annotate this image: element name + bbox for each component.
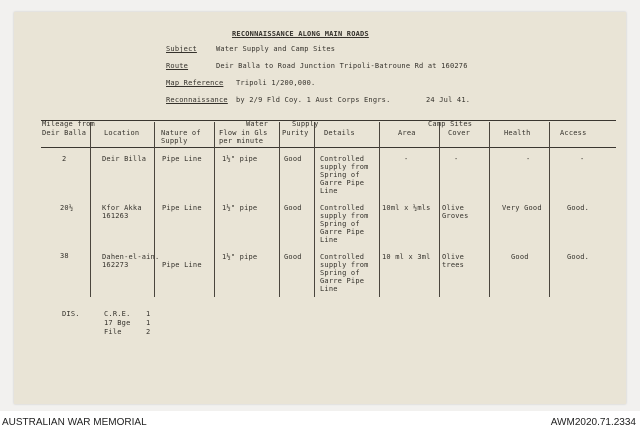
cell-cover: trees: [442, 261, 465, 269]
cell-flow: 1½" pipe: [222, 155, 258, 163]
cell-details: supply from: [320, 163, 369, 171]
header-mileage-line2: Deir Balla: [42, 129, 87, 137]
cell-details: Controlled: [320, 204, 365, 212]
header-nature-line2: Supply: [161, 137, 188, 145]
document-title: RECONNAISSANCE ALONG MAIN ROADS: [232, 30, 369, 38]
cell-flow: 1½" pipe: [222, 253, 258, 261]
cell-cover: -: [454, 155, 459, 163]
cell-details: Controlled: [320, 155, 365, 163]
cell-cover: Olive: [442, 253, 465, 261]
header-supply: Supply: [292, 120, 319, 128]
route-label: Route: [166, 62, 189, 70]
cell-details: Controlled: [320, 253, 365, 261]
cell-area: 10ml x ½mls: [382, 204, 431, 212]
header-mileage-line1: Mileage from: [42, 120, 95, 128]
cell-cover: Olive: [442, 204, 465, 212]
cell-details: Line: [320, 285, 338, 293]
cell-purity: Good: [284, 253, 302, 261]
distribution-item-name: 17 Bge: [104, 319, 131, 327]
cell-nature: Pipe Line: [162, 155, 202, 163]
column-divider: [214, 122, 215, 297]
cell-details: Spring of: [320, 269, 360, 277]
header-water-line2: Flow in Gls: [219, 129, 268, 137]
table-header-rule: [41, 147, 616, 148]
header-camp-sites: Camp Sites: [428, 120, 473, 128]
cell-mileage: 20½: [60, 204, 74, 212]
cell-health: -: [526, 155, 531, 163]
cell-details: supply from: [320, 261, 369, 269]
distribution-label: DIS.: [62, 310, 80, 318]
header-nature-line1: Nature of: [161, 129, 201, 137]
header-purity: Purity: [282, 129, 309, 137]
header-access: Access: [560, 129, 587, 137]
cell-access: -: [580, 155, 585, 163]
header-location: Location: [104, 129, 140, 137]
footer-catalogue-number: AWM2020.71.2334: [550, 417, 636, 428]
cell-details: Line: [320, 236, 338, 244]
cell-details: Spring of: [320, 171, 360, 179]
cell-area: -: [404, 155, 409, 163]
distribution-item-name: C.R.E.: [104, 310, 131, 318]
cell-access: Good.: [567, 253, 590, 261]
cell-nature: Pipe Line: [162, 204, 202, 212]
distribution-item-count: 2: [146, 328, 151, 336]
distribution-item-count: 1: [146, 319, 151, 327]
header-area: Area: [398, 129, 416, 137]
reconnaissance-value: by 2/9 Fld Coy. 1 Aust Corps Engrs.: [236, 96, 391, 104]
subject-label: Subject: [166, 45, 197, 53]
reconnaissance-date: 24 Jul 41.: [426, 96, 471, 104]
distribution-item-name: File: [104, 328, 122, 336]
route-value: Deir Balla to Road Junction Tripoli-Batroune Rd at 160276: [216, 62, 468, 70]
cell-location: Kfor Akka: [102, 204, 142, 212]
header-details: Details: [324, 129, 355, 137]
cell-health: Very Good: [502, 204, 542, 212]
column-divider: [314, 122, 315, 297]
cell-location-grid: 161263: [102, 212, 129, 220]
archive-footer: [0, 415, 640, 431]
footer-institution: AUSTRALIAN WAR MEMORIAL: [2, 417, 147, 428]
map-reference-label: Map Reference: [166, 79, 224, 87]
cell-details: supply from: [320, 212, 369, 220]
cell-details: Garre Pipe: [320, 179, 365, 187]
subject-value: Water Supply and Camp Sites: [216, 45, 336, 53]
cell-purity: Good: [284, 155, 302, 163]
cell-cover: Groves: [442, 212, 469, 220]
header-health: Health: [504, 129, 531, 137]
cell-details: Garre Pipe: [320, 277, 365, 285]
cell-location: Deir Billa: [102, 155, 147, 163]
column-divider: [90, 122, 91, 297]
cell-details: Line: [320, 187, 338, 195]
cell-access: Good.: [567, 204, 590, 212]
cell-mileage: 2: [62, 155, 67, 163]
header-water-line1: Water: [246, 120, 269, 128]
column-divider: [154, 122, 155, 297]
cell-purity: Good: [284, 204, 302, 212]
header-water-line3: per minute: [219, 137, 264, 145]
column-divider: [379, 122, 380, 297]
reconnaissance-label: Reconnaissance: [166, 96, 228, 104]
map-reference-value: Tripoli 1/200,000.: [236, 79, 316, 87]
header-cover: Cover: [448, 129, 471, 137]
column-divider: [549, 122, 550, 297]
column-divider: [439, 122, 440, 297]
cell-area: 10 ml x 3ml: [382, 253, 431, 261]
cell-location: Dahen-el-ain.: [102, 253, 160, 261]
cell-details: Spring of: [320, 220, 360, 228]
document-sheet: [14, 12, 626, 404]
column-divider: [279, 122, 280, 297]
cell-mileage: 38: [60, 252, 69, 260]
cell-nature: Pipe Line: [162, 261, 202, 269]
cell-location-grid: 162273: [102, 261, 129, 269]
cell-health: Good: [511, 253, 529, 261]
table-top-rule: [41, 120, 616, 121]
distribution-item-count: 1: [146, 310, 151, 318]
cell-details: Garre Pipe: [320, 228, 365, 236]
cell-flow: 1½" pipe: [222, 204, 258, 212]
column-divider: [489, 122, 490, 297]
